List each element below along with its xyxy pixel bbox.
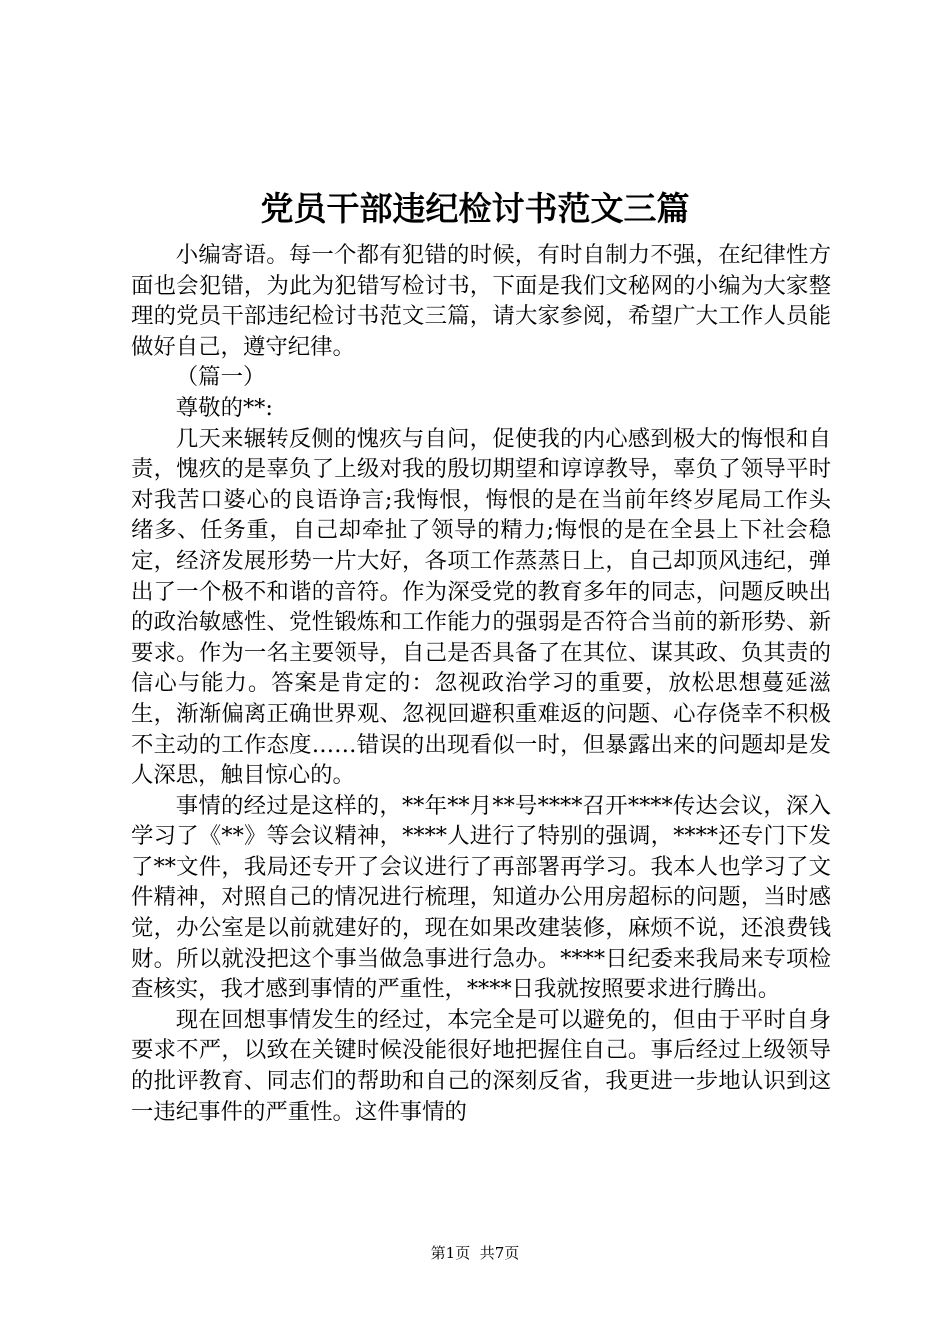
paragraph-body-1: 几天来辗转反侧的愧疚与自问，促使我的内心感到极大的悔恨和自责，愧疚的是辜负了上级对我的殷切期望和谆谆教导，辜负了领导平时对我苦口婆心的良语诤言;我悔恨，悔恨的是在当前年终岁尾局工作头绪多、任务重，自己却牵扯了领导的精力;悔恨的是在全县上下社会稳定，经济发展形势一片大好，各项工作蒸蒸日上，自己却顶风违纪，弹出了一个极不和谐的音符。作为深受党的教育多年的同志，问题反映出的政治敏感性、党性锻炼和工作能力的强弱是否符合当前的新形势、新要求。作为一名主要领导，自己是否具备了在其位、谋其政、负其责的信心与能力。答案是肯定的：忽视政治学习的重要，放松思想蔓延滋生，渐渐偏离正确世界观、忽视回避积重难返的问题、心存侥幸不积极不主动的工作态度……错误的出现看似一时，但暴露出来的问题却是发人深思，触目惊心的。 xyxy=(131,425,831,789)
document-title: 党员干部违纪检讨书范文三篇 xyxy=(260,189,690,228)
paragraph-body-2: 事情的经过是这样的，**年**月**号****召开****传达会议，深入学习了《**》等会议精神，****人进行了特别的强调，****还专门下发了**文件，我局还专开了会议进行了再部署再学习。我本人也学习了文件精神，对照自己的情况进行梳理，知道办公用房超标的问题，当时感觉，办公室是以前就建好的，现在如果改建装修，麻烦不说，还浪费钱财。所以就没把这个事当做急事进行急办。****日纪委来我局来专项检查核实，我才感到事情的严重性，****日我就按照要求进行腾出。 xyxy=(131,792,831,1003)
paragraph-salutation: 尊敬的**: xyxy=(175,394,273,421)
page-total: 共7页 xyxy=(479,1244,520,1262)
paragraph-body-3: 现在回想事情发生的经过，本完全是可以避免的，但由于平时自身要求不严，以致在关键时候没能很好地把握住自己。事后经过上级领导的批评教育、同志们的帮助和自己的深刻反省，我更进一步地认识到这一违纪事件的严重性。这件事情的 xyxy=(131,1006,831,1125)
paragraph-section-heading: （篇一） xyxy=(175,364,266,391)
page-footer xyxy=(0,1243,950,1263)
document-body xyxy=(131,240,831,1127)
page-number: 第1页 xyxy=(430,1244,471,1262)
paragraph-intro: 小编寄语。每一个都有犯错的时候，有时自制力不强，在纪律性方面也会犯错，为此为犯错写检讨书，下面是我们文秘网的小编为大家整理的党员干部违纪检讨书范文三篇，请大家参阅，希望广大工作人员能做好自己，遵守纪律。 xyxy=(131,242,831,360)
